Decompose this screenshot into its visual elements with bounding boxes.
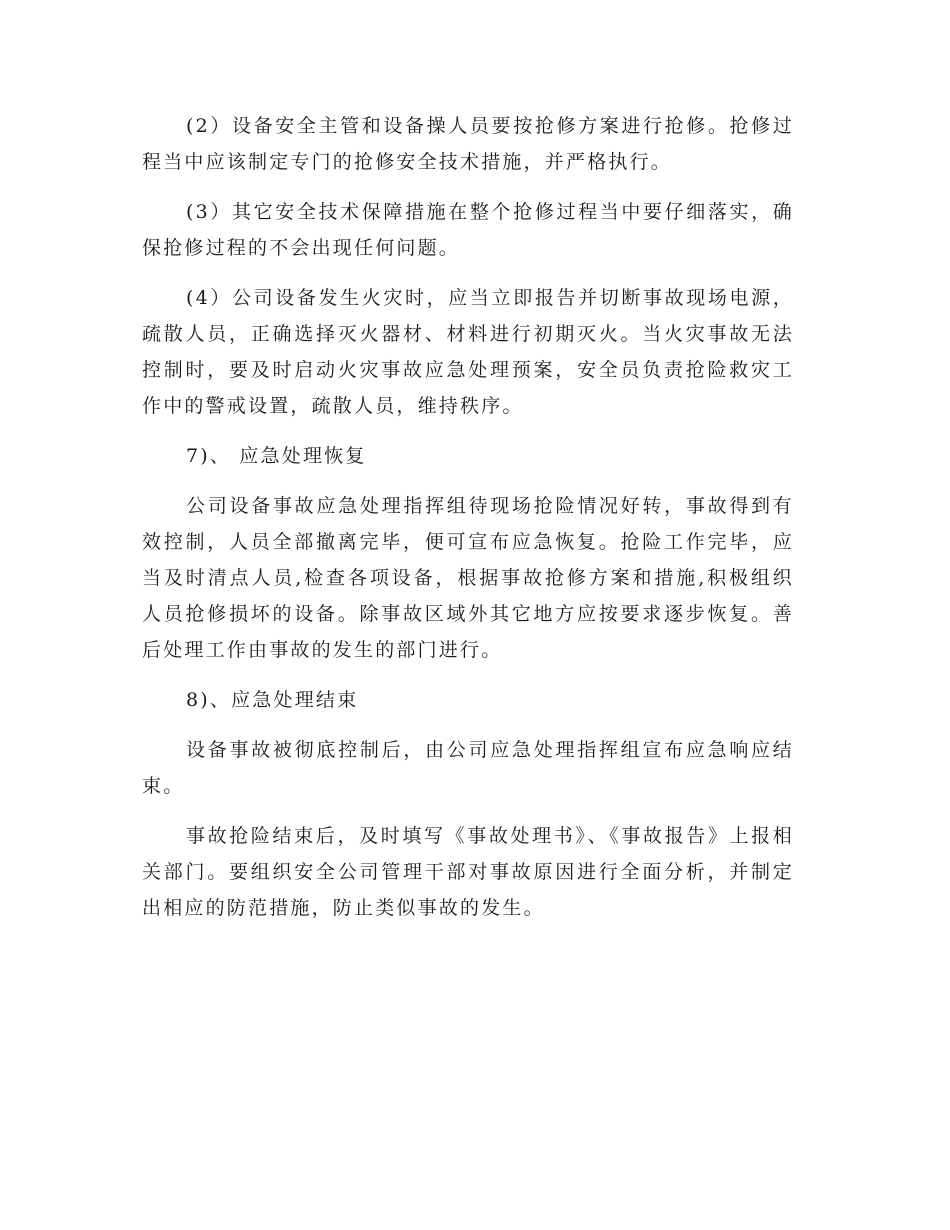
paragraph-recovery: 公司设备事故应急处理指挥组待现场抢险情况好转，事故得到有效控制，人员全部撤离完毕，便可宣布应急恢复。抢险工作完毕，应当及时清点人员,检查各项设备，根据事故抢修方案和措施,积极组织人员抢修损坏的设备。除事故区域外其它地方应按要求逐步恢复。善后处理工作由事故的发生的部门进行。 xyxy=(142,495,794,661)
paragraph-item-2: (2）设备安全主管和设备操人员要按抢修方案进行抢修。抢修过程当中应该制定专门的抢修安全技术措施，并严格执行。 xyxy=(142,115,794,173)
document-body xyxy=(142,108,794,940)
section-heading-8: 8)、应急处理结束 xyxy=(186,689,359,711)
section-heading-7: 7)、 应急处理恢复 xyxy=(186,445,367,467)
paragraph-item-4: (4）公司设备发生火灾时，应当立即报告并切断事故现场电源，疏散人员，正确选择灭火器材、材料进行初期灭火。当火灾事故无法控制时，要及时启动火灾事故应急处理预案，安全员负责抢险救灾工作中的警戒设置，疏散人员，维持秩序。 xyxy=(142,287,794,417)
paragraph-item-3: (3）其它安全技术保障措施在整个抢修过程当中要仔细落实，确保抢修过程的不会出现任何问题。 xyxy=(142,201,794,259)
paragraph-termination: 设备事故被彻底控制后，由公司应急处理指挥组宣布应急响应结束。 xyxy=(142,739,794,797)
paragraph-reporting: 事故抢险结束后，及时填写《事故处理书》、《事故报告》上报相关部门。要组织安全公司管理干部对事故原因进行全面分析，并制定出相应的防范措施，防止类似事故的发生。 xyxy=(142,825,794,919)
